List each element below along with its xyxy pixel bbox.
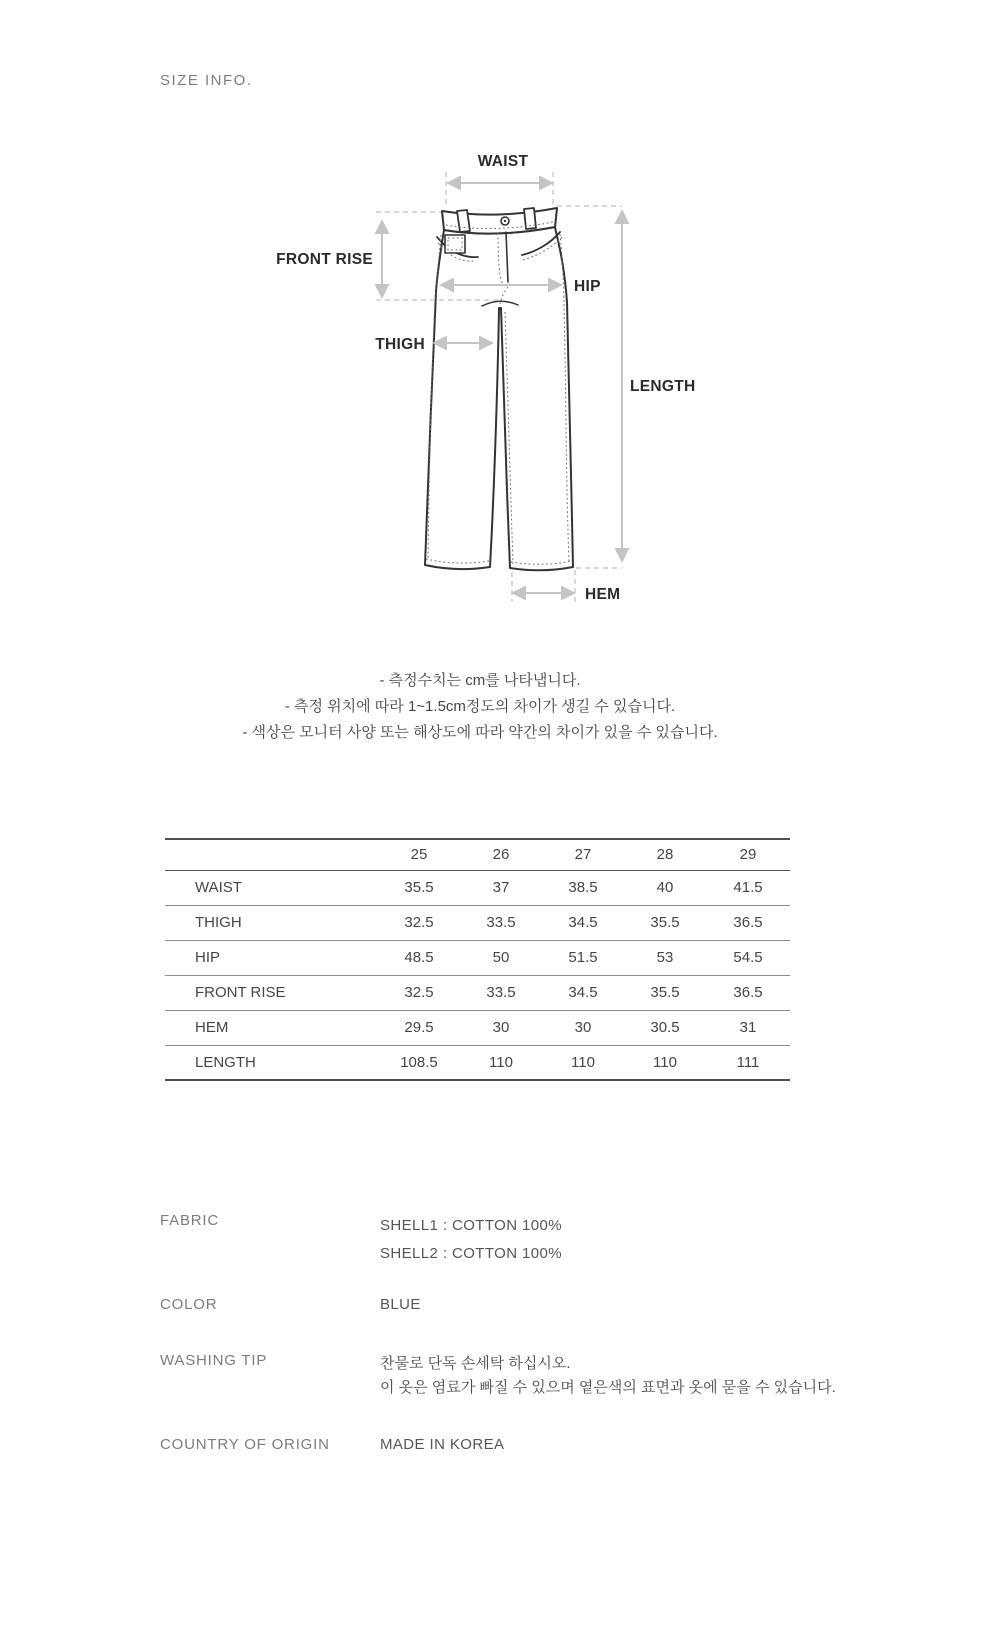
size-cell: 36.5 [733, 984, 763, 1001]
size-row-label: HEM [195, 1019, 229, 1036]
size-cell: 33.5 [486, 984, 516, 1001]
size-cell: 50 [492, 949, 510, 966]
size-row-label: THIGH [195, 914, 242, 931]
size-cell: 48.5 [404, 949, 434, 966]
size-cell: 31 [739, 1019, 757, 1036]
spec-label-color: COLOR [160, 1296, 218, 1313]
size-cell: 35.5 [650, 984, 680, 1001]
size-cell: 110 [653, 1053, 677, 1071]
size-cell: 35.5 [650, 914, 680, 931]
spec-value-country-of-origin [380, 1436, 880, 1453]
length-label: LENGTH [630, 378, 696, 395]
size-diagram [230, 140, 700, 615]
size-cell: 30.5 [650, 1019, 680, 1036]
spec-label-washing-tip: WASHING TIP [160, 1352, 268, 1369]
spec-label-fabric: FABRIC [160, 1212, 219, 1229]
table-row [165, 975, 790, 1010]
hem-label: HEM [585, 586, 621, 603]
note-line: - 측정 위치에 따라 1~1.5cm정도의 차이가 생길 수 있습니다. [284, 698, 676, 715]
size-cell: 30 [492, 1019, 510, 1036]
size-column-header: 27 [574, 846, 592, 864]
size-row-label: WAIST [195, 879, 242, 896]
size-cell: 29.5 [404, 1019, 434, 1036]
size-column-header: 26 [492, 846, 510, 864]
size-row-label: HIP [195, 949, 221, 966]
size-cell: 34.5 [568, 984, 598, 1001]
spec-value-washing-tip [380, 1352, 880, 1400]
size-table [165, 838, 790, 1081]
table-row [165, 940, 790, 975]
size-cell: 38.5 [568, 879, 598, 896]
size-column-header: 29 [739, 846, 757, 864]
spec-line: MADE IN KOREA [380, 1436, 505, 1453]
size-cell: 33.5 [486, 914, 516, 931]
size-row-label: LENGTH [195, 1053, 256, 1071]
size-cell: 35.5 [404, 879, 434, 896]
table-row [165, 1010, 790, 1045]
size-column-header: 28 [656, 846, 674, 864]
size-cell: 40 [656, 879, 674, 896]
spec-value-color [380, 1296, 880, 1313]
size-cell: 51.5 [568, 949, 598, 966]
pants-drawing [425, 208, 573, 570]
size-column-header [165, 839, 378, 870]
size-cell: 110 [571, 1053, 595, 1071]
size-cell: 37 [492, 879, 510, 896]
note-line: - 색상은 모니터 사양 또는 해상도에 따라 약간의 차이가 있을 수 있습니다. [242, 724, 718, 741]
thigh-label: THIGH [375, 336, 425, 353]
note-line: - 측정수치는 cm를 나타냅니다. [379, 672, 581, 689]
waist-label: WAIST [477, 153, 529, 170]
size-cell: 34.5 [568, 914, 598, 931]
spec-line: SHELL1 : COTTON 100% [380, 1217, 562, 1234]
spec-line: BLUE [380, 1296, 421, 1313]
size-cell: 108.5 [400, 1053, 438, 1071]
size-cell: 41.5 [733, 879, 763, 896]
size-cell: 32.5 [404, 914, 434, 931]
size-cell: 32.5 [404, 984, 434, 1001]
page-title: SIZE INFO. [160, 72, 253, 89]
measurement-notes [0, 668, 960, 746]
size-cell: 110 [489, 1053, 513, 1071]
table-row [165, 870, 790, 905]
size-row-label: FRONT RISE [195, 984, 286, 1001]
table-row [165, 1045, 790, 1080]
hip-label: HIP [574, 278, 601, 295]
spec-line: SHELL2 : COTTON 100% [380, 1245, 562, 1262]
spec-label-country-of-origin: COUNTRY OF ORIGIN [160, 1436, 330, 1453]
size-cell: 30 [574, 1019, 592, 1036]
spec-line: 찬물로 단독 손세탁 하십시오. [380, 1355, 571, 1372]
size-column-header: 25 [410, 846, 428, 864]
size-cell: 36.5 [733, 914, 763, 931]
table-header-row [165, 839, 790, 870]
front-rise-label: FRONT RISE [276, 251, 373, 268]
size-cell: 54.5 [733, 949, 763, 966]
spec-line: 이 옷은 염료가 빠질 수 있으며 옅은색의 표면과 옷에 묻을 수 있습니다. [380, 1379, 836, 1396]
table-row [165, 905, 790, 940]
size-cell: 111 [736, 1053, 760, 1071]
spec-value-fabric [380, 1212, 880, 1268]
size-cell: 53 [656, 949, 674, 966]
